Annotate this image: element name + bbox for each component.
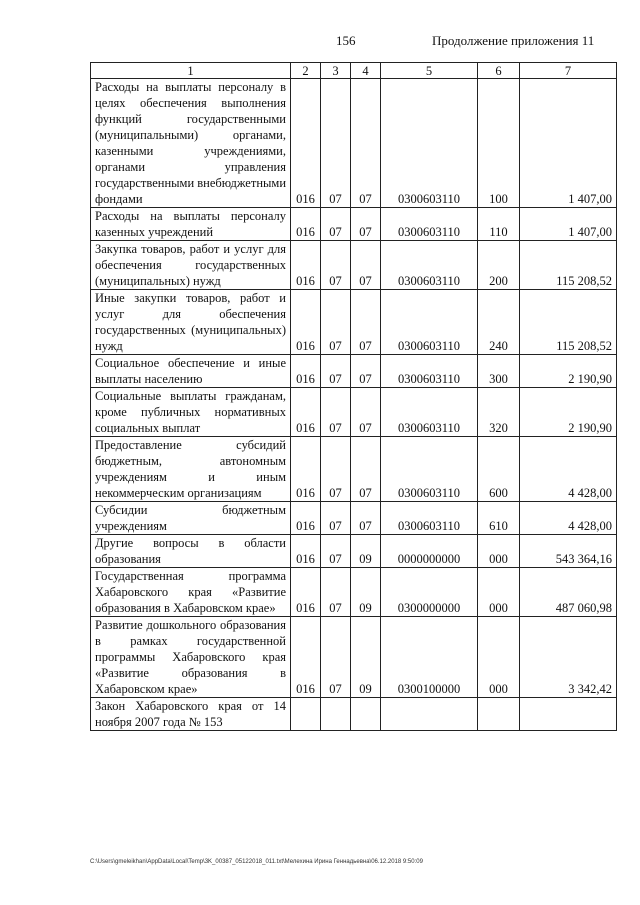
target-article-cell: 0000000000 (381, 535, 478, 568)
ministry-code-cell: 016 (291, 437, 321, 502)
page-number: 156 (336, 33, 356, 48)
amount-cell: 4 428,00 (520, 437, 617, 502)
ministry-code-cell (291, 698, 321, 731)
column-header: 6 (478, 63, 520, 79)
column-header: 1 (91, 63, 291, 79)
expense-type-cell: 300 (478, 355, 520, 388)
subsection-code-cell: 07 (351, 208, 381, 241)
table-row (91, 437, 617, 502)
subsection-code-cell: 07 (351, 388, 381, 437)
expense-name-cell: Социальные выплаты гражданам, кроме публичных нормативных социальных выплат (91, 388, 291, 437)
amount-cell: 1 407,00 (520, 79, 617, 208)
expense-type-cell: 320 (478, 388, 520, 437)
expense-name-cell: Другие вопросы в области образования (91, 535, 291, 568)
section-code-cell: 07 (321, 502, 351, 535)
expense-type-cell: 610 (478, 502, 520, 535)
ministry-code-cell: 016 (291, 388, 321, 437)
target-article-cell: 0300100000 (381, 617, 478, 698)
target-article-cell: 0300603110 (381, 355, 478, 388)
ministry-code-cell: 016 (291, 617, 321, 698)
target-article-cell: 0300603110 (381, 502, 478, 535)
expense-type-cell (478, 698, 520, 731)
table-row (91, 535, 617, 568)
expense-type-cell: 100 (478, 79, 520, 208)
expense-type-cell: 240 (478, 290, 520, 355)
table-row (91, 355, 617, 388)
amount-cell: 543 364,16 (520, 535, 617, 568)
table-row (91, 698, 617, 731)
expense-type-cell: 000 (478, 617, 520, 698)
budget-table (90, 62, 617, 731)
subsection-code-cell: 07 (351, 502, 381, 535)
subsection-code-cell: 07 (351, 437, 381, 502)
column-header: 7 (520, 63, 617, 79)
ministry-code-cell: 016 (291, 355, 321, 388)
amount-cell: 1 407,00 (520, 208, 617, 241)
section-code-cell: 07 (321, 208, 351, 241)
target-article-cell: 0300603110 (381, 208, 478, 241)
table-row (91, 502, 617, 535)
expense-name-cell: Расходы на выплаты персоналу в целях обеспечения выполнения функций государственными (муниципальными) органами, казенными учреждениями, органами управления государственными внебюджетными фондами (91, 79, 291, 208)
target-article-cell: 0300603110 (381, 290, 478, 355)
section-code-cell: 07 (321, 388, 351, 437)
appendix-continuation-header: Продолжение приложения 11 (432, 33, 595, 48)
subsection-code-cell: 09 (351, 617, 381, 698)
subsection-code-cell: 07 (351, 241, 381, 290)
amount-cell: 115 208,52 (520, 241, 617, 290)
column-header: 5 (381, 63, 478, 79)
amount-cell: 2 190,90 (520, 388, 617, 437)
ministry-code-cell: 016 (291, 290, 321, 355)
expense-type-cell: 000 (478, 568, 520, 617)
section-code-cell: 07 (321, 79, 351, 208)
target-article-cell: 0300603110 (381, 241, 478, 290)
ministry-code-cell: 016 (291, 568, 321, 617)
table-body (91, 79, 617, 731)
section-code-cell: 07 (321, 568, 351, 617)
subsection-code-cell (351, 698, 381, 731)
table-row (91, 388, 617, 437)
section-code-cell: 07 (321, 437, 351, 502)
table-row (91, 79, 617, 208)
expense-name-cell: Предоставление субсидий бюджетным, автономным учреждениям и иным некоммерческим организациям (91, 437, 291, 502)
section-code-cell (321, 698, 351, 731)
footer-file-path: C:\Users\gmeleikhan\AppData\Local\Temp\3K_00387_05122018_011.txt\Мелехина Ирина Геннадьевна\06.12.2018 9:50:09 (90, 859, 423, 865)
expense-name-cell: Закон Хабаровского края от 14 ноября 2007 года № 153 (91, 698, 291, 731)
expense-name-cell: Закупка товаров, работ и услуг для обеспечения государственных (муниципальных) нужд (91, 241, 291, 290)
expense-type-cell: 600 (478, 437, 520, 502)
amount-cell: 487 060,98 (520, 568, 617, 617)
expense-type-cell: 200 (478, 241, 520, 290)
subsection-code-cell: 07 (351, 79, 381, 208)
section-code-cell: 07 (321, 290, 351, 355)
expense-name-cell: Субсидии бюджетным учреждениям (91, 502, 291, 535)
amount-cell (520, 698, 617, 731)
expense-name-cell: Социальное обеспечение и иные выплаты населению (91, 355, 291, 388)
target-article-cell: 0300000000 (381, 568, 478, 617)
ministry-code-cell: 016 (291, 241, 321, 290)
target-article-cell: 0300603110 (381, 437, 478, 502)
expense-type-cell: 110 (478, 208, 520, 241)
ministry-code-cell: 016 (291, 535, 321, 568)
target-article-cell: 0300603110 (381, 79, 478, 208)
expense-type-cell: 000 (478, 535, 520, 568)
subsection-code-cell: 09 (351, 535, 381, 568)
table-row (91, 290, 617, 355)
expense-name-cell: Развитие дошкольного образования в рамках государственной программы Хабаровского края «Развитие образования в Хабаровском крае» (91, 617, 291, 698)
expense-name-cell: Государственная программа Хабаровского края «Развитие образования в Хабаровском крае» (91, 568, 291, 617)
table-row (91, 241, 617, 290)
target-article-cell (381, 698, 478, 731)
column-header: 4 (351, 63, 381, 79)
column-header: 3 (321, 63, 351, 79)
section-code-cell: 07 (321, 241, 351, 290)
amount-cell: 2 190,90 (520, 355, 617, 388)
table-row (91, 568, 617, 617)
table-header-row (91, 63, 617, 79)
amount-cell: 3 342,42 (520, 617, 617, 698)
amount-cell: 115 208,52 (520, 290, 617, 355)
section-code-cell: 07 (321, 535, 351, 568)
expense-name-cell: Расходы на выплаты персоналу казенных учреждений (91, 208, 291, 241)
ministry-code-cell: 016 (291, 208, 321, 241)
table-row (91, 617, 617, 698)
section-code-cell: 07 (321, 617, 351, 698)
expense-name-cell: Иные закупки товаров, работ и услуг для обеспечения государственных (муниципальных) нужд (91, 290, 291, 355)
column-header: 2 (291, 63, 321, 79)
ministry-code-cell: 016 (291, 502, 321, 535)
ministry-code-cell: 016 (291, 79, 321, 208)
target-article-cell: 0300603110 (381, 388, 478, 437)
amount-cell: 4 428,00 (520, 502, 617, 535)
subsection-code-cell: 07 (351, 355, 381, 388)
table-row (91, 208, 617, 241)
section-code-cell: 07 (321, 355, 351, 388)
subsection-code-cell: 07 (351, 290, 381, 355)
subsection-code-cell: 09 (351, 568, 381, 617)
